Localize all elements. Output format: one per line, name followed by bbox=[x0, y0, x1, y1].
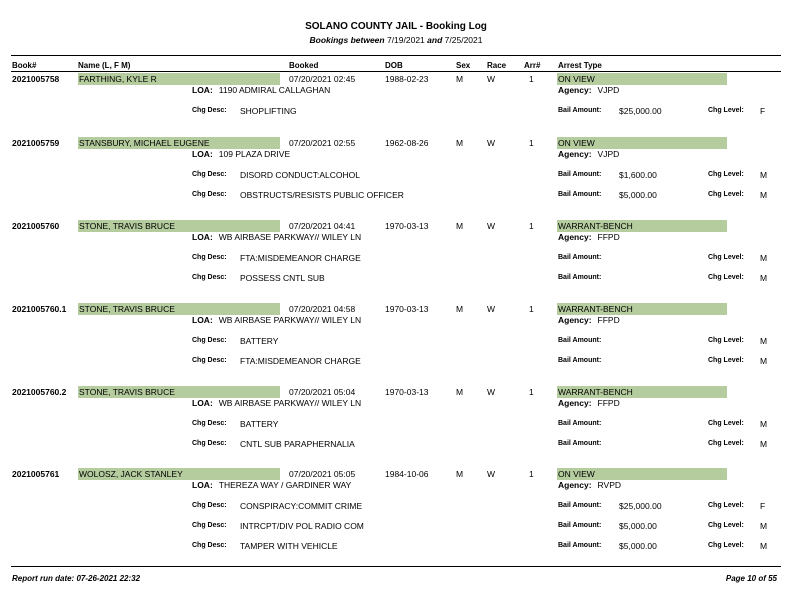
date-of-birth: 1970-03-13 bbox=[385, 221, 429, 231]
agency-value: FFPD bbox=[597, 315, 620, 325]
agency-label: Agency: bbox=[558, 315, 592, 325]
charge-description: SHOPLIFTING bbox=[240, 106, 297, 116]
col-header-arrest-type: Arrest Type bbox=[558, 61, 602, 70]
agency bbox=[558, 398, 620, 408]
loa-label: LOA: bbox=[192, 149, 213, 159]
charge-level: M bbox=[760, 170, 768, 180]
loa-value: THEREZA WAY / GARDINER WAY bbox=[218, 480, 352, 490]
bail-amount-label: Bail Amount: bbox=[558, 337, 602, 344]
charge-description: CNTL SUB PARAPHERNALIA bbox=[240, 439, 355, 449]
agency-label: Agency: bbox=[558, 398, 592, 408]
charge-level-label: Chg Level: bbox=[708, 420, 744, 427]
inmate-name: WOLOSZ, JACK STANLEY bbox=[78, 468, 280, 480]
start-date: 7/19/2021 bbox=[386, 35, 425, 45]
location-of-arrest bbox=[192, 315, 361, 325]
charge-level-label: Chg Level: bbox=[708, 337, 744, 344]
charge-level-label: Chg Level: bbox=[708, 107, 744, 114]
date-of-birth: 1970-03-13 bbox=[385, 304, 429, 314]
charge-desc-label: Chg Desc: bbox=[192, 107, 227, 114]
booking-record bbox=[0, 138, 792, 218]
bail-amount-label: Bail Amount: bbox=[558, 440, 602, 447]
header-rule-bottom bbox=[11, 71, 781, 72]
location-of-arrest bbox=[192, 232, 361, 242]
arrest-type: WARRANT-BENCH bbox=[557, 386, 727, 398]
charge-desc-label: Chg Desc: bbox=[192, 357, 227, 364]
charge-description: BATTERY bbox=[240, 419, 279, 429]
inmate-name: FARTHING, KYLE R bbox=[78, 73, 280, 85]
location-of-arrest bbox=[192, 85, 330, 95]
booked-datetime: 07/20/2021 05:05 bbox=[289, 469, 356, 479]
charge-description: TAMPER WITH VEHICLE bbox=[240, 541, 338, 551]
booked-datetime: 07/20/2021 02:55 bbox=[289, 138, 356, 148]
agency-value: VJPD bbox=[597, 85, 620, 95]
loa-value: WB AIRBASE PARKWAY// WILEY LN bbox=[218, 398, 362, 408]
charge-level: M bbox=[760, 190, 768, 200]
date-of-birth: 1970-03-13 bbox=[385, 387, 429, 397]
agency-label: Agency: bbox=[558, 149, 592, 159]
book-number: 2021005760 bbox=[12, 221, 60, 231]
charge-level: M bbox=[760, 273, 768, 283]
booked-datetime: 07/20/2021 05:04 bbox=[289, 387, 356, 397]
inmate-name: STONE, TRAVIS BRUCE bbox=[78, 303, 280, 315]
book-number: 2021005760.1 bbox=[12, 304, 67, 314]
charge-level-label: Chg Level: bbox=[708, 274, 744, 281]
loa-label: LOA: bbox=[192, 480, 213, 490]
page-number: Page 10 of 55 bbox=[725, 574, 777, 583]
bail-amount-label: Bail Amount: bbox=[558, 420, 602, 427]
header-rule-top bbox=[11, 55, 781, 56]
location-of-arrest bbox=[192, 149, 290, 159]
col-header-arr: Arr# bbox=[524, 61, 541, 70]
charge-description: POSSESS CNTL SUB bbox=[240, 273, 325, 283]
sex: M bbox=[456, 387, 464, 397]
bail-amount-label: Bail Amount: bbox=[558, 502, 602, 509]
charge-desc-label: Chg Desc: bbox=[192, 502, 227, 509]
inmate-name: STONE, TRAVIS BRUCE bbox=[78, 220, 280, 232]
agency-value: RVPD bbox=[597, 480, 622, 490]
agency-label: Agency: bbox=[558, 480, 592, 490]
arrest-number: 1 bbox=[529, 469, 534, 479]
charge-level: M bbox=[760, 253, 768, 263]
charge-level-label: Chg Level: bbox=[708, 254, 744, 261]
agency-label: Agency: bbox=[558, 85, 592, 95]
charge-level: M bbox=[760, 521, 768, 531]
date-of-birth: 1988-02-23 bbox=[385, 74, 429, 84]
agency bbox=[558, 85, 619, 95]
charge-level: M bbox=[760, 541, 768, 551]
booking-record bbox=[0, 304, 792, 384]
footer-rule bbox=[11, 566, 781, 567]
charge-level-label: Chg Level: bbox=[708, 191, 744, 198]
loa-label: LOA: bbox=[192, 232, 213, 242]
agency-value: VJPD bbox=[597, 149, 620, 159]
arrest-type: ON VIEW bbox=[557, 137, 727, 149]
charge-desc-label: Chg Desc: bbox=[192, 440, 227, 447]
inmate-name: STONE, TRAVIS BRUCE bbox=[78, 386, 280, 398]
bail-amount-label: Bail Amount: bbox=[558, 107, 602, 114]
arrest-type: WARRANT-BENCH bbox=[557, 303, 727, 315]
charge-level-label: Chg Level: bbox=[708, 357, 744, 364]
loa-value: 109 PLAZA DRIVE bbox=[218, 149, 291, 159]
arrest-type: ON VIEW bbox=[557, 468, 727, 480]
book-number: 2021005761 bbox=[12, 469, 60, 479]
booked-datetime: 07/20/2021 02:45 bbox=[289, 74, 356, 84]
bail-amount-label: Bail Amount: bbox=[558, 542, 602, 549]
race: W bbox=[487, 304, 496, 314]
book-number: 2021005758 bbox=[12, 74, 60, 84]
loa-label: LOA: bbox=[192, 398, 213, 408]
date-of-birth: 1962-08-26 bbox=[385, 138, 429, 148]
charge-desc-label: Chg Desc: bbox=[192, 191, 227, 198]
bail-amount-label: Bail Amount: bbox=[558, 191, 602, 198]
charge-desc-label: Chg Desc: bbox=[192, 171, 227, 178]
charge-level: M bbox=[760, 419, 768, 429]
race: W bbox=[487, 387, 496, 397]
booked-datetime: 07/20/2021 04:41 bbox=[289, 221, 356, 231]
booking-record bbox=[0, 469, 792, 549]
charge-level: F bbox=[760, 501, 766, 511]
bail-amount-label: Bail Amount: bbox=[558, 274, 602, 281]
col-header-sex: Sex bbox=[456, 61, 471, 70]
subtitle-and: and bbox=[427, 35, 443, 45]
book-number: 2021005759 bbox=[12, 138, 60, 148]
sex: M bbox=[456, 221, 464, 231]
charge-level: M bbox=[760, 336, 768, 346]
arrest-number: 1 bbox=[529, 304, 534, 314]
inmate-name: STANSBURY, MICHAEL EUGENE bbox=[78, 137, 280, 149]
charge-description: DISORD CONDUCT:ALCOHOL bbox=[240, 170, 360, 180]
agency bbox=[558, 315, 620, 325]
charge-description: OBSTRUCTS/RESISTS PUBLIC OFFICER bbox=[240, 190, 404, 200]
booked-datetime: 07/20/2021 04:58 bbox=[289, 304, 356, 314]
arrest-number: 1 bbox=[529, 387, 534, 397]
bail-amount: $25,000.00 bbox=[619, 106, 662, 116]
charge-description: BATTERY bbox=[240, 336, 279, 346]
bail-amount: $1,600.00 bbox=[619, 170, 657, 180]
race: W bbox=[487, 138, 496, 148]
race: W bbox=[487, 469, 496, 479]
col-header-booked: Booked bbox=[289, 61, 319, 70]
col-header-dob: DOB bbox=[385, 61, 403, 70]
charge-description: CONSPIRACY:COMMIT CRIME bbox=[240, 501, 363, 511]
charge-desc-label: Chg Desc: bbox=[192, 420, 227, 427]
arrest-number: 1 bbox=[529, 221, 534, 231]
arrest-number: 1 bbox=[529, 138, 534, 148]
agency-value: FFPD bbox=[597, 232, 620, 242]
agency bbox=[558, 480, 621, 490]
bail-amount: $25,000.00 bbox=[619, 501, 662, 511]
charge-level-label: Chg Level: bbox=[708, 440, 744, 447]
charge-level: M bbox=[760, 356, 768, 366]
sex: M bbox=[456, 469, 464, 479]
loa-label: LOA: bbox=[192, 85, 213, 95]
sex: M bbox=[456, 138, 464, 148]
bail-amount: $5,000.00 bbox=[619, 541, 657, 551]
charge-desc-label: Chg Desc: bbox=[192, 522, 227, 529]
charge-description: INTRCPT/DIV POL RADIO COM bbox=[240, 521, 364, 531]
charge-description: FTA:MISDEMEANOR CHARGE bbox=[240, 356, 361, 366]
charge-level: F bbox=[760, 106, 766, 116]
arrest-number: 1 bbox=[529, 74, 534, 84]
bail-amount-label: Bail Amount: bbox=[558, 522, 602, 529]
arrest-type: ON VIEW bbox=[557, 73, 727, 85]
loa-label: LOA: bbox=[192, 315, 213, 325]
bail-amount-label: Bail Amount: bbox=[558, 254, 602, 261]
charge-level: M bbox=[760, 439, 768, 449]
charge-desc-label: Chg Desc: bbox=[192, 542, 227, 549]
charge-description: FTA:MISDEMEANOR CHARGE bbox=[240, 253, 361, 263]
col-header-race: Race bbox=[487, 61, 507, 70]
loa-value: WB AIRBASE PARKWAY// WILEY LN bbox=[218, 315, 362, 325]
agency-label: Agency: bbox=[558, 232, 592, 242]
charge-level-label: Chg Level: bbox=[708, 542, 744, 549]
booking-record bbox=[0, 221, 792, 301]
charge-level-label: Chg Level: bbox=[708, 502, 744, 509]
sex: M bbox=[456, 74, 464, 84]
charge-desc-label: Chg Desc: bbox=[192, 254, 227, 261]
date-of-birth: 1984-10-06 bbox=[385, 469, 429, 479]
report-run-date: Report run date: 07-26-2021 22:32 bbox=[12, 574, 141, 583]
sex: M bbox=[456, 304, 464, 314]
col-header-book: Book# bbox=[12, 61, 37, 70]
bail-amount: $5,000.00 bbox=[619, 521, 657, 531]
bail-amount-label: Bail Amount: bbox=[558, 357, 602, 364]
report-subtitle bbox=[0, 35, 792, 45]
race: W bbox=[487, 74, 496, 84]
charge-level-label: Chg Level: bbox=[708, 171, 744, 178]
booking-record bbox=[0, 387, 792, 467]
agency bbox=[558, 232, 620, 242]
col-header-name: Name (L, F M) bbox=[78, 61, 131, 70]
loa-value: 1190 ADMIRAL CALLAGHAN bbox=[218, 85, 331, 95]
bail-amount: $5,000.00 bbox=[619, 190, 657, 200]
book-number: 2021005760.2 bbox=[12, 387, 67, 397]
report-title: SOLANO COUNTY JAIL - Booking Log bbox=[305, 21, 487, 32]
end-date: 7/25/2021 bbox=[444, 35, 483, 45]
loa-value: WB AIRBASE PARKWAY// WILEY LN bbox=[218, 232, 362, 242]
location-of-arrest bbox=[192, 398, 361, 408]
location-of-arrest bbox=[192, 480, 351, 490]
race: W bbox=[487, 221, 496, 231]
charge-desc-label: Chg Desc: bbox=[192, 337, 227, 344]
arrest-type: WARRANT-BENCH bbox=[557, 220, 727, 232]
bail-amount-label: Bail Amount: bbox=[558, 171, 602, 178]
agency-value: FFPD bbox=[597, 398, 620, 408]
subtitle-prefix: Bookings between bbox=[309, 35, 385, 45]
agency bbox=[558, 149, 619, 159]
charge-level-label: Chg Level: bbox=[708, 522, 744, 529]
charge-desc-label: Chg Desc: bbox=[192, 274, 227, 281]
